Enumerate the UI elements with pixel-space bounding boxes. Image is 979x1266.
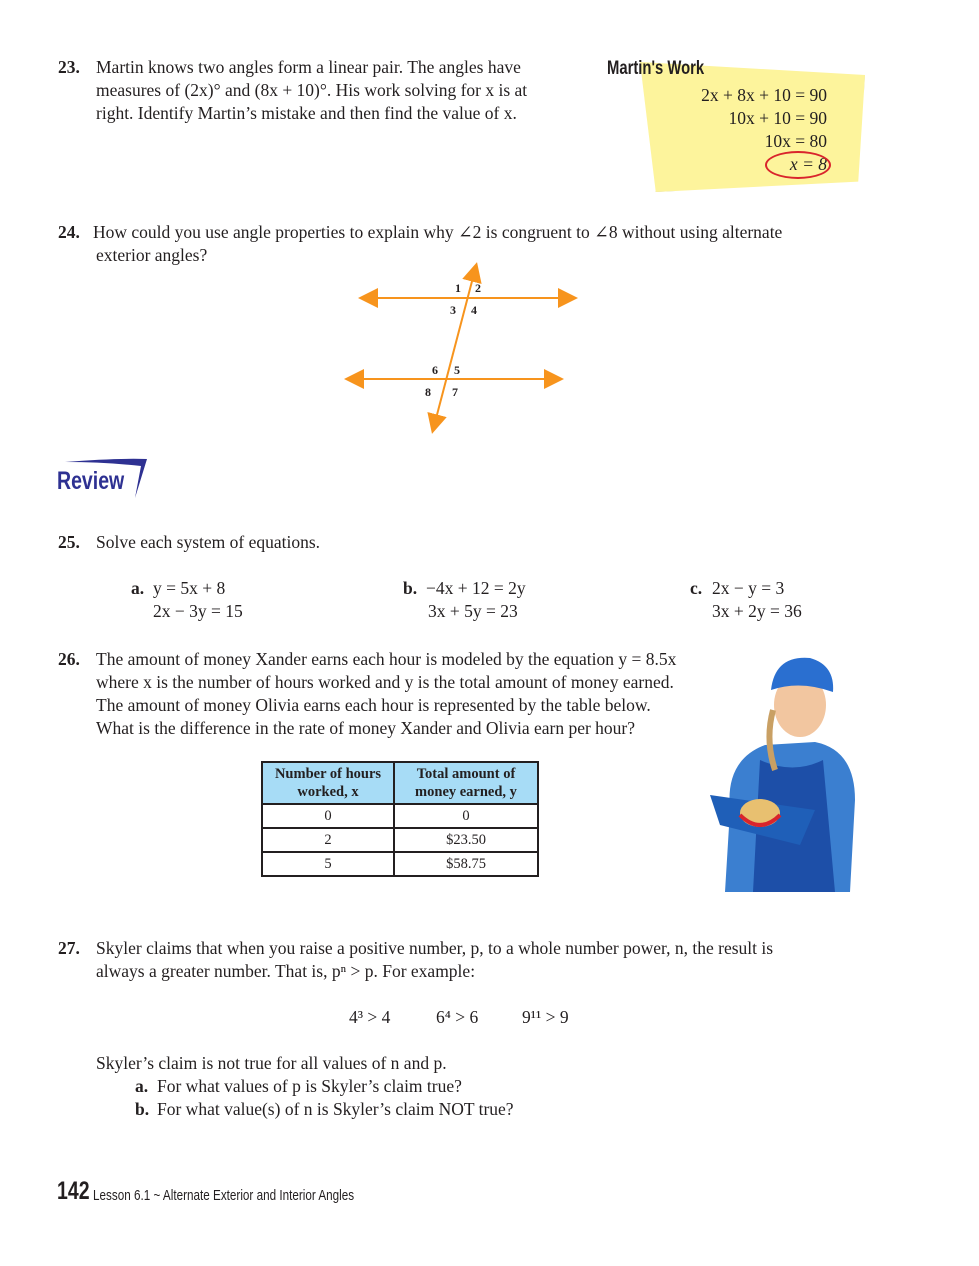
question-number: 27.: [58, 938, 80, 958]
equation: 2x − y = 3: [712, 578, 785, 598]
table-row: 2 $23.50: [262, 828, 538, 852]
question-text: always a greater number. That is, pⁿ > p. For example:: [96, 961, 476, 981]
question-number: 23.: [58, 57, 80, 77]
work-title: Martin's Work: [607, 58, 705, 79]
example: 6⁴ > 6: [436, 1007, 479, 1027]
work-line: x = 8: [789, 154, 827, 174]
angle-label: 7: [452, 385, 458, 399]
example: 9¹¹ > 9: [522, 1007, 569, 1027]
earnings-table: [261, 761, 539, 877]
waitress-photo: [705, 650, 870, 895]
question-text: The amount of money Olivia earns each hour is represented by the table below.: [96, 695, 651, 715]
question-text: right. Identify Martin’s mistake and then find the value of x.: [96, 103, 517, 123]
part-text: For what values of p is Skyler’s claim true?: [157, 1076, 462, 1096]
question-number: 25.: [58, 532, 80, 552]
question-text: How could you use angle properties to explain why ∠2 is congruent to ∠8 without using alternate: [93, 222, 783, 242]
equation: −4x + 12 = 2y: [426, 578, 526, 598]
question-number: 26.: [58, 649, 80, 669]
parallel-lines-diagram: [0, 0, 979, 460]
work-line: 10x + 10 = 90: [728, 108, 827, 128]
angle-label: 4: [471, 303, 477, 317]
equation: y = 5x + 8: [153, 578, 226, 598]
equation: 3x + 5y = 23: [428, 601, 518, 621]
question-text: Skyler claims that when you raise a positive number, p, to a whole number power, n, the result is: [96, 938, 774, 958]
part-label: b.: [403, 578, 418, 598]
angle-label: 2: [475, 281, 481, 295]
angle-label: 6: [432, 363, 438, 377]
angle-label: 5: [454, 363, 460, 377]
table-row: 0 0: [262, 804, 538, 828]
review-heading: Review: [57, 467, 125, 495]
table-header-row: [262, 762, 538, 804]
table-row: 5 $58.75: [262, 852, 538, 876]
angle-label: 1: [455, 281, 461, 295]
angle-label: 8: [425, 385, 431, 399]
lesson-title: Lesson 6.1 ~ Alternate Exterior and Interior Angles: [93, 1187, 355, 1204]
question-text: measures of (2x)° and (8x + 10)°. His work solving for x is at: [96, 80, 528, 100]
question-number: 24.: [58, 222, 80, 242]
column-header: Number of hours worked, x: [262, 762, 394, 804]
part-label: c.: [690, 578, 703, 598]
angle-label: 3: [450, 303, 456, 317]
equation: 2x − 3y = 15: [153, 601, 243, 621]
question-text: where x is the number of hours worked and y is the total amount of money earned.: [96, 672, 674, 692]
work-line: 2x + 8x + 10 = 90: [701, 85, 827, 105]
question-text: Martin knows two angles form a linear pair. The angles have: [96, 57, 521, 77]
part-label: a.: [131, 578, 145, 598]
question-text: exterior angles?: [96, 245, 208, 265]
part-text: For what value(s) of n is Skyler’s claim NOT true?: [157, 1099, 514, 1119]
question-text: What is the difference in the rate of money Xander and Olivia earn per hour?: [96, 718, 636, 738]
page-number: 142: [57, 1177, 90, 1205]
part-label: a.: [135, 1076, 149, 1096]
question-text: Skyler’s claim is not true for all values of n and p.: [96, 1053, 447, 1073]
column-header: Total amount of money earned, y: [394, 762, 538, 804]
part-label: b.: [135, 1099, 150, 1119]
work-line: 10x = 80: [764, 131, 827, 151]
question-text: The amount of money Xander earns each hour is modeled by the equation y = 8.5x: [96, 649, 677, 669]
example: 4³ > 4: [349, 1007, 391, 1027]
question-text: Solve each system of equations.: [96, 532, 321, 552]
equation: 3x + 2y = 36: [712, 601, 802, 621]
